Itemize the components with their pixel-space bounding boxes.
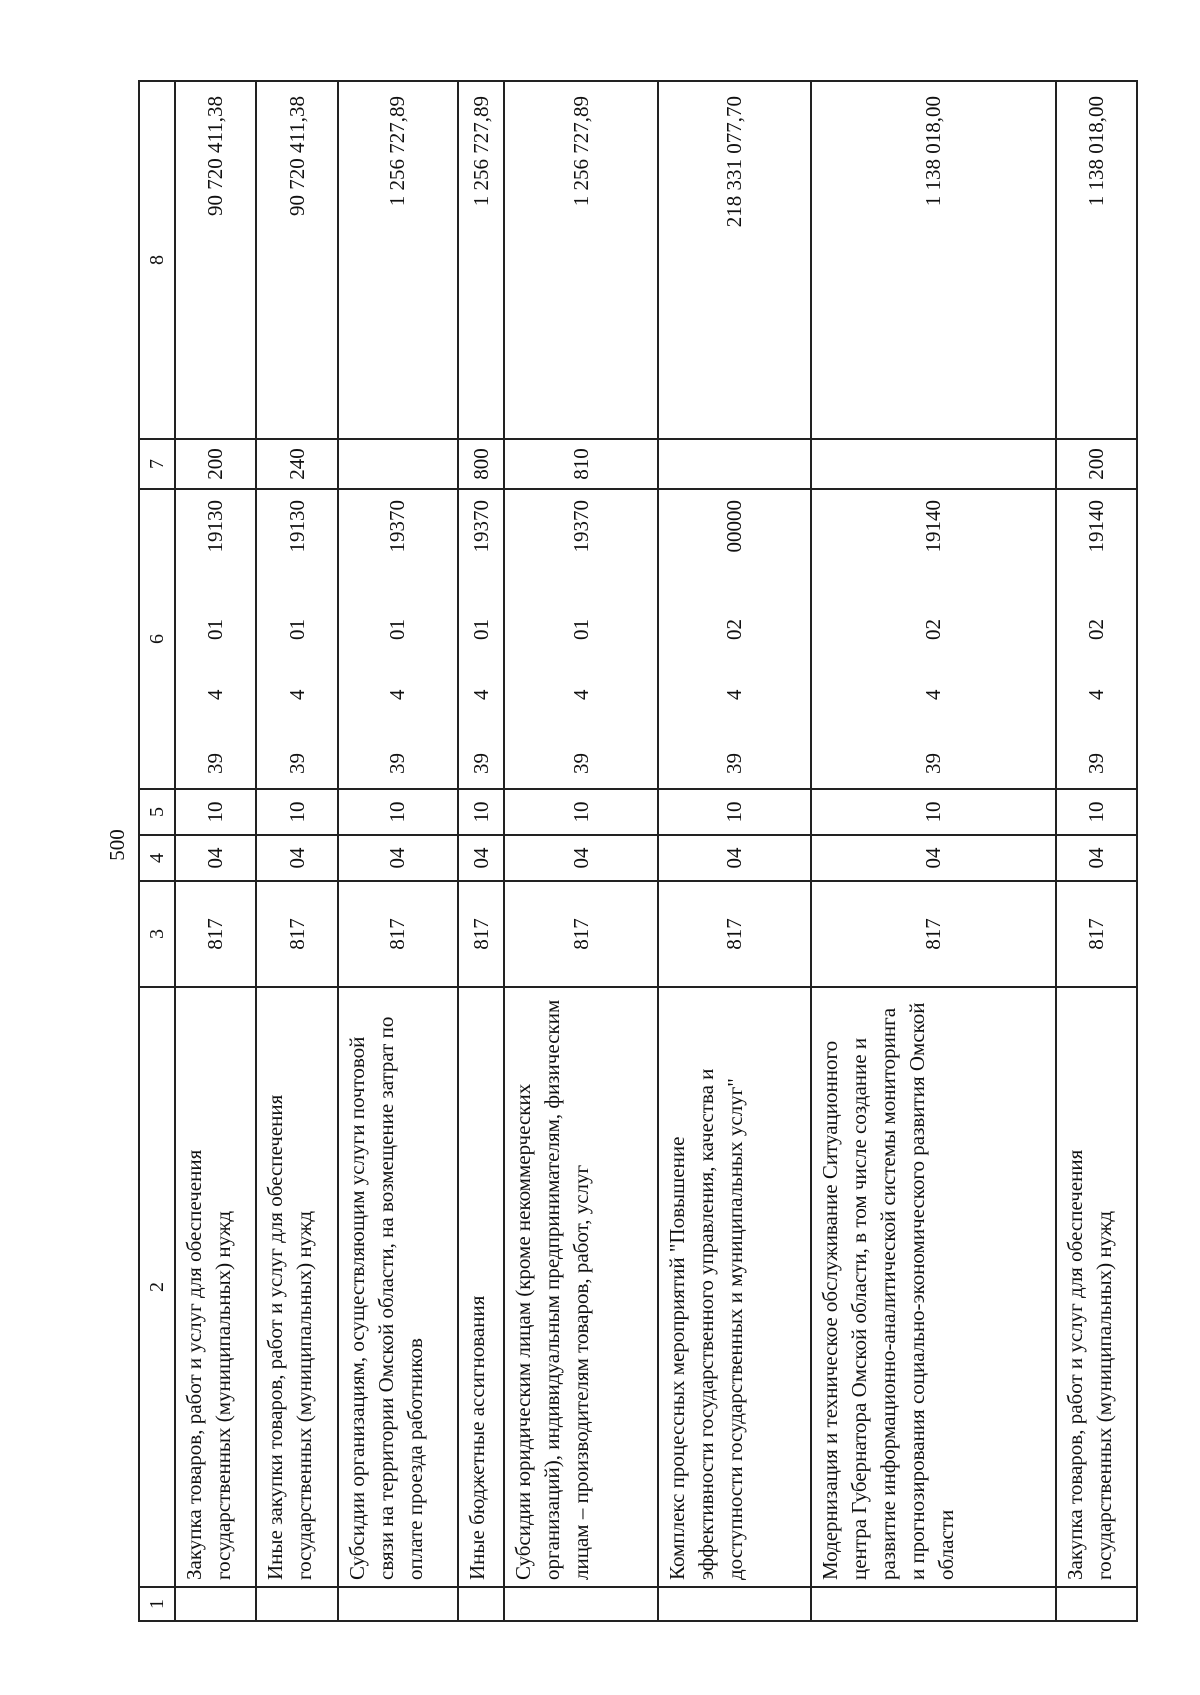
cell-amount: 1 138 018,00 <box>811 81 1055 439</box>
page-number: 500 <box>105 829 129 861</box>
code-complex: 02 <box>721 619 746 640</box>
cell-section: 04 <box>175 835 256 881</box>
cell-target-article <box>458 489 505 789</box>
header-col-3: 3 <box>139 881 175 987</box>
cell-subsection: 10 <box>658 789 811 835</box>
code-direction: 19140 <box>920 500 945 553</box>
header-col-1: 1 <box>139 1587 175 1621</box>
code-program: 39 <box>568 753 593 774</box>
code-subprogram: 4 <box>1083 689 1108 700</box>
cell-ministry-code: 817 <box>458 881 505 987</box>
cell-expense-type: 200 <box>1056 439 1138 489</box>
cell-subsection: 10 <box>338 789 458 835</box>
code-program: 39 <box>385 753 410 774</box>
code-subprogram: 4 <box>721 689 746 700</box>
table-row <box>658 81 811 1621</box>
cell-target-article <box>1056 489 1138 789</box>
cell-num <box>504 1587 657 1621</box>
code-subprogram: 4 <box>920 689 945 700</box>
code-complex: 01 <box>284 619 309 640</box>
cell-amount: 90 720 411,38 <box>256 81 337 439</box>
code-program: 39 <box>721 753 746 774</box>
cell-section: 04 <box>504 835 657 881</box>
cell-amount: 90 720 411,38 <box>175 81 256 439</box>
cell-subsection: 10 <box>811 789 1055 835</box>
header-col-4: 4 <box>139 835 175 881</box>
cell-expense-type: 200 <box>175 439 256 489</box>
cell-description: Иные закупки товаров, работ и услуг для обеспечения государственных (муниципальных) нужд <box>256 987 337 1587</box>
cell-description: Комплекс процессных мероприятий "Повышение эффективности государственного управления, качества и доступности государственных и муниципальных услуг" <box>658 987 811 1587</box>
cell-target-article <box>256 489 337 789</box>
cell-ministry-code: 817 <box>175 881 256 987</box>
code-complex: 01 <box>203 619 228 640</box>
code-program: 39 <box>203 753 228 774</box>
code-complex: 01 <box>468 619 493 640</box>
header-col-8: 8 <box>139 81 175 439</box>
code-program: 39 <box>284 753 309 774</box>
cell-target-article <box>338 489 458 789</box>
table-row <box>1056 81 1138 1621</box>
cell-expense-type <box>658 439 811 489</box>
cell-ministry-code: 817 <box>658 881 811 987</box>
cell-section: 04 <box>1056 835 1138 881</box>
cell-description: Модернизация и техническое обслуживание Ситуационного центра Губернатора Омской области, в том числе создание и развитие информационно-аналитической системы мониторинга и прогнозирования социально-экономического развития Омской области <box>811 987 1055 1587</box>
cell-num <box>811 1587 1055 1621</box>
code-complex: 02 <box>1083 619 1108 640</box>
cell-amount: 1 256 727,89 <box>458 81 505 439</box>
cell-amount: 1 256 727,89 <box>504 81 657 439</box>
header-col-7: 7 <box>139 439 175 489</box>
cell-subsection: 10 <box>458 789 505 835</box>
cell-expense-type: 810 <box>504 439 657 489</box>
cell-target-article <box>504 489 657 789</box>
cell-description: Иные бюджетные ассигнования <box>458 987 505 1587</box>
cell-subsection: 10 <box>256 789 337 835</box>
cell-section: 04 <box>338 835 458 881</box>
cell-num <box>658 1587 811 1621</box>
table-row <box>458 81 505 1621</box>
cell-ministry-code: 817 <box>256 881 337 987</box>
cell-num <box>175 1587 256 1621</box>
code-subprogram: 4 <box>284 689 309 700</box>
cell-subsection: 10 <box>175 789 256 835</box>
header-col-6: 6 <box>139 489 175 789</box>
cell-section: 04 <box>458 835 505 881</box>
cell-num <box>458 1587 505 1621</box>
header-col-2: 2 <box>139 987 175 1587</box>
cell-target-article <box>658 489 811 789</box>
header-col-5: 5 <box>139 789 175 835</box>
cell-num <box>256 1587 337 1621</box>
cell-description: Субсидии организациям, осуществляющим услуги почтовой связи на территории Омской области, на возмещение затрат по оплате проезда работников <box>338 987 458 1587</box>
code-program: 39 <box>468 753 493 774</box>
cell-expense-type: 240 <box>256 439 337 489</box>
code-direction: 19130 <box>284 500 309 553</box>
cell-subsection: 10 <box>504 789 657 835</box>
code-program: 39 <box>1083 753 1108 774</box>
table-row <box>256 81 337 1621</box>
cell-description: Закупка товаров, работ и услуг для обеспечения государственных (муниципальных) нужд <box>175 987 256 1587</box>
cell-ministry-code: 817 <box>504 881 657 987</box>
cell-num <box>338 1587 458 1621</box>
cell-amount: 218 331 077,70 <box>658 81 811 439</box>
cell-num <box>1056 1587 1138 1621</box>
budget-table <box>138 80 1138 1622</box>
cell-expense-type: 800 <box>458 439 505 489</box>
code-direction: 19130 <box>203 500 228 553</box>
code-direction: 00000 <box>721 500 746 553</box>
cell-subsection: 10 <box>1056 789 1138 835</box>
code-program: 39 <box>920 753 945 774</box>
code-complex: 02 <box>920 619 945 640</box>
cell-section: 04 <box>658 835 811 881</box>
table-row <box>811 81 1055 1621</box>
cell-ministry-code: 817 <box>811 881 1055 987</box>
cell-expense-type <box>338 439 458 489</box>
budget-table-wrapper <box>138 82 1138 1622</box>
code-direction: 19370 <box>385 500 410 553</box>
cell-amount: 1 138 018,00 <box>1056 81 1138 439</box>
code-direction: 19140 <box>1083 500 1108 553</box>
code-subprogram: 4 <box>568 689 593 700</box>
code-complex: 01 <box>568 619 593 640</box>
code-subprogram: 4 <box>468 689 493 700</box>
cell-section: 04 <box>811 835 1055 881</box>
table-row <box>175 81 256 1621</box>
cell-amount: 1 256 727,89 <box>338 81 458 439</box>
header-row <box>139 81 175 1621</box>
code-complex: 01 <box>385 619 410 640</box>
cell-section: 04 <box>256 835 337 881</box>
cell-expense-type <box>811 439 1055 489</box>
table-row <box>504 81 657 1621</box>
cell-description: Закупка товаров, работ и услуг для обеспечения государственных (муниципальных) нужд <box>1056 987 1138 1587</box>
code-subprogram: 4 <box>385 689 410 700</box>
cell-ministry-code: 817 <box>1056 881 1138 987</box>
cell-ministry-code: 817 <box>338 881 458 987</box>
code-direction: 19370 <box>568 500 593 553</box>
table-row <box>338 81 458 1621</box>
code-direction: 19370 <box>468 500 493 553</box>
code-subprogram: 4 <box>203 689 228 700</box>
cell-description: Субсидии юридическим лицам (кроме некоммерческих организаций), индивидуальным предпринимателям, физическим лицам – производителям товаров, работ, услуг <box>504 987 657 1587</box>
cell-target-article <box>811 489 1055 789</box>
cell-target-article <box>175 489 256 789</box>
